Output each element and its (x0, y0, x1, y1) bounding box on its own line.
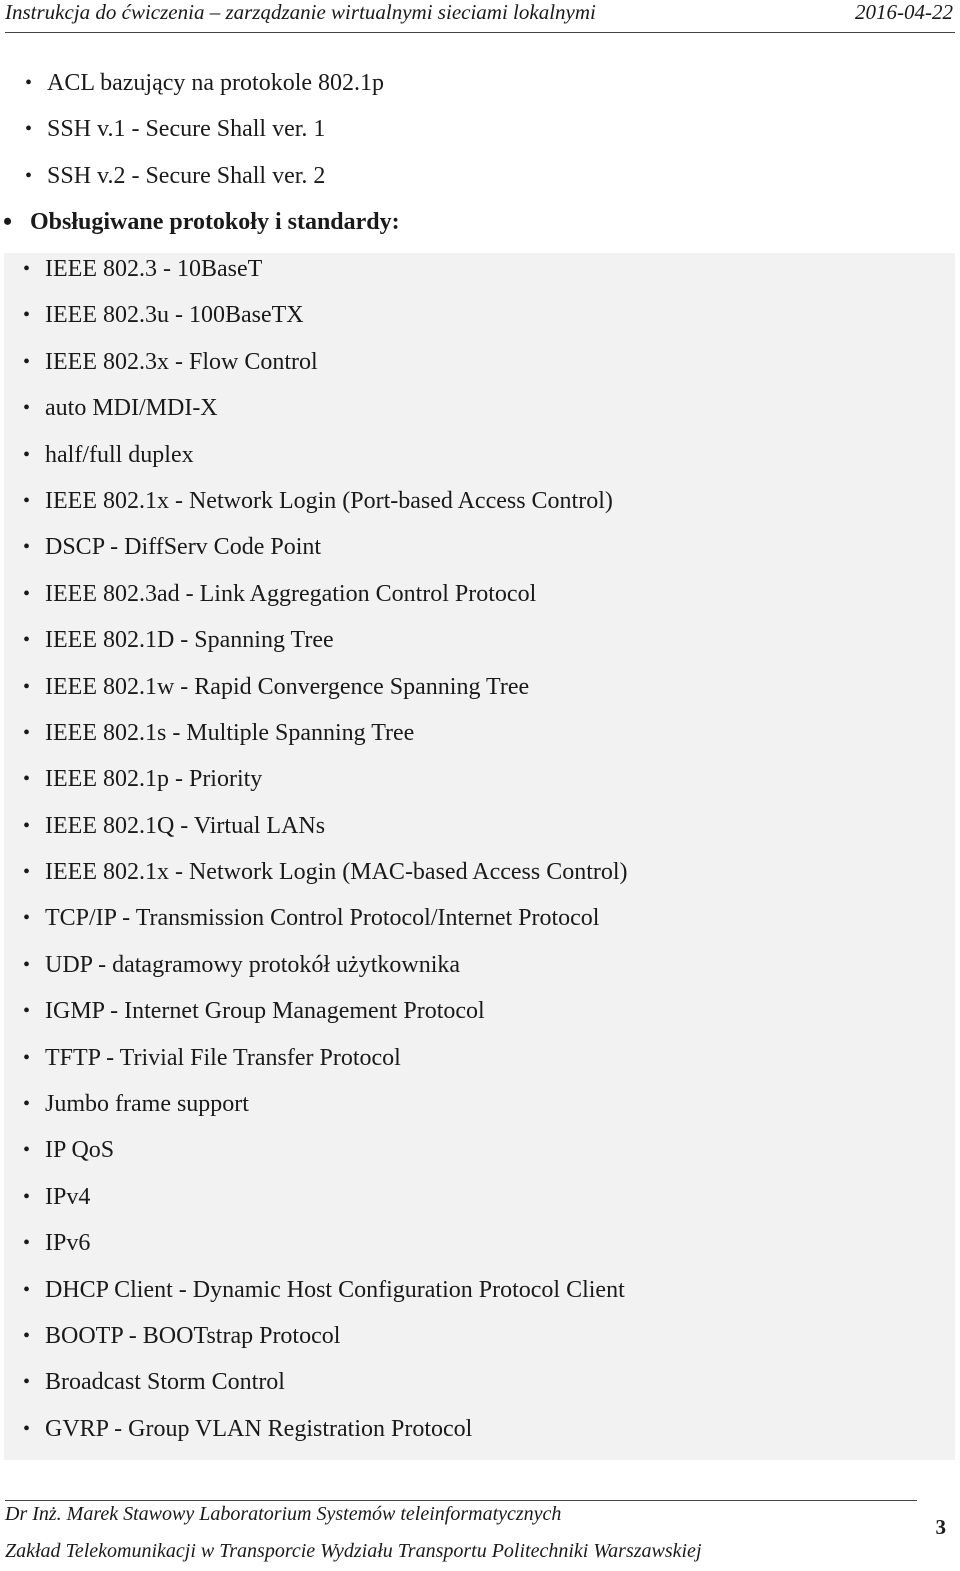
bullet-icon: • (23, 1324, 31, 1347)
list-item (0, 292, 960, 338)
bullet-icon: • (23, 907, 31, 930)
list-item-text: IP QoS (45, 1137, 115, 1164)
bullet-icon: • (23, 1417, 31, 1440)
bullet-icon: • (23, 350, 31, 373)
page-number: 3 (935, 1515, 946, 1539)
list-item (0, 339, 960, 385)
page-header (5, 0, 955, 33)
bullet-icon: • (23, 1232, 31, 1255)
list-item (0, 895, 960, 941)
list-item-text: IGMP - Internet Group Management Protocol (45, 998, 485, 1025)
list-item-text: SSH v.2 - Secure Shall ver. 2 (47, 162, 326, 189)
list-item-text: IEEE 802.1p - Priority (45, 766, 263, 793)
list-item-text: IEEE 802.1x - Network Login (Port-based Access Control) (45, 487, 613, 514)
bullet-icon: • (25, 72, 33, 94)
bullet-icon: • (25, 164, 33, 187)
section-heading-text: Obsługiwane protokoły i standardy: (30, 209, 400, 236)
list-item (0, 1035, 960, 1081)
list-item-text: IEEE 802.3ad - Link Aggregation Control Protocol (45, 580, 537, 607)
bullet-icon: • (23, 953, 31, 976)
footer-divider (5, 1500, 917, 1501)
bullet-icon: • (23, 1093, 31, 1116)
list-item-text: TFTP - Trivial File Transfer Protocol (45, 1044, 401, 1071)
bullet-icon: • (23, 582, 31, 605)
bullet-icon: • (23, 1139, 31, 1162)
bullet-icon: • (23, 258, 31, 280)
list-item (0, 1174, 960, 1220)
bullet-icon: • (23, 814, 31, 837)
list-item (0, 1081, 960, 1127)
list-item-text: IPv6 (45, 1230, 91, 1257)
list-item (0, 988, 960, 1034)
list-item (0, 246, 960, 292)
list-item (0, 617, 960, 663)
list-item (0, 756, 960, 802)
bullet-icon: • (23, 1046, 31, 1069)
bullet-icon: • (23, 861, 31, 884)
list-item-text: IEEE 802.1w - Rapid Convergence Spanning Tree (45, 673, 530, 700)
list-item-text: IEEE 802.1x - Network Login (MAC-based Access Control) (45, 859, 628, 886)
list-item-text: GVRP - Group VLAN Registration Protocol (45, 1415, 473, 1442)
list-item (0, 803, 960, 849)
bullet-icon: • (23, 397, 31, 420)
footer-institution: Zakład Telekomunikacji w Transporcie Wydziału Transportu Politechniki Warszawskiej (5, 1540, 702, 1562)
list-item-text: SSH v.1 - Secure Shall ver. 1 (47, 116, 326, 143)
security-feature-list (0, 60, 960, 246)
list-item-text: half/full duplex (45, 441, 194, 468)
list-item (0, 432, 960, 478)
list-item-text: UDP - datagramowy protokół użytkownika (45, 951, 461, 978)
list-item (0, 1406, 960, 1452)
bullet-icon: • (23, 675, 31, 698)
footer-author: Dr Inż. Marek Stawowy Laboratorium Systemów teleinformatycznych (5, 1503, 562, 1525)
header-title: Instrukcja do ćwiczenia – zarządzanie wirtualnymi sieciami lokalnymi (5, 0, 596, 24)
list-item-text: IEEE 802.3u - 100BaseTX (45, 302, 304, 329)
list-item (0, 524, 960, 570)
list-item (0, 106, 960, 152)
header-date: 2016-04-22 (855, 0, 953, 24)
list-item-text: DHCP Client - Dynamic Host Configuration Protocol Client (45, 1276, 625, 1303)
list-item-text: auto MDI/MDI-X (45, 395, 218, 422)
list-item-text: DSCP - DiffServ Code Point (45, 534, 322, 561)
bullet-icon: • (25, 118, 33, 141)
list-item (0, 60, 960, 106)
section-heading (0, 199, 960, 245)
list-item (0, 710, 960, 756)
bullet-icon: • (23, 304, 31, 327)
bullet-icon: • (23, 1278, 31, 1301)
bullet-icon: • (23, 768, 31, 791)
list-item-text: IEEE 802.3 - 10BaseT (45, 256, 263, 282)
bullet-icon: • (23, 1000, 31, 1023)
list-item (0, 1220, 960, 1266)
bullet-icon: • (23, 1185, 31, 1208)
list-item (0, 849, 960, 895)
list-item (0, 942, 960, 988)
list-item-text: Jumbo frame support (45, 1091, 249, 1118)
list-item (0, 1313, 960, 1359)
list-item-text: IEEE 802.1D - Spanning Tree (45, 627, 334, 654)
list-item (0, 153, 960, 199)
protocols-list (0, 246, 960, 1452)
bullet-icon: • (23, 489, 31, 512)
bullet-icon: • (23, 721, 31, 744)
bullet-icon: • (23, 443, 31, 466)
list-item-text: ACL bazujący na protokole 802.1p (47, 70, 385, 96)
list-item (0, 385, 960, 431)
list-item-text: TCP/IP - Transmission Control Protocol/Internet Protocol (45, 905, 600, 932)
list-item-text: Broadcast Storm Control (45, 1369, 285, 1396)
list-item (0, 1127, 960, 1173)
list-item-text: IPv4 (45, 1183, 91, 1210)
list-item-text: IEEE 802.3x - Flow Control (45, 348, 318, 375)
list-item (0, 1267, 960, 1313)
list-item (0, 1359, 960, 1405)
list-item (0, 664, 960, 710)
list-item (0, 571, 960, 617)
list-item (0, 478, 960, 524)
bullet-icon: • (23, 1371, 31, 1394)
list-item-text: IEEE 802.1Q - Virtual LANs (45, 812, 326, 839)
bullet-icon: • (23, 536, 31, 559)
bullet-icon: • (23, 629, 31, 652)
list-item-text: IEEE 802.1s - Multiple Spanning Tree (45, 719, 415, 746)
bullet-icon: • (3, 207, 13, 237)
list-item-text: BOOTP - BOOTstrap Protocol (45, 1322, 341, 1349)
